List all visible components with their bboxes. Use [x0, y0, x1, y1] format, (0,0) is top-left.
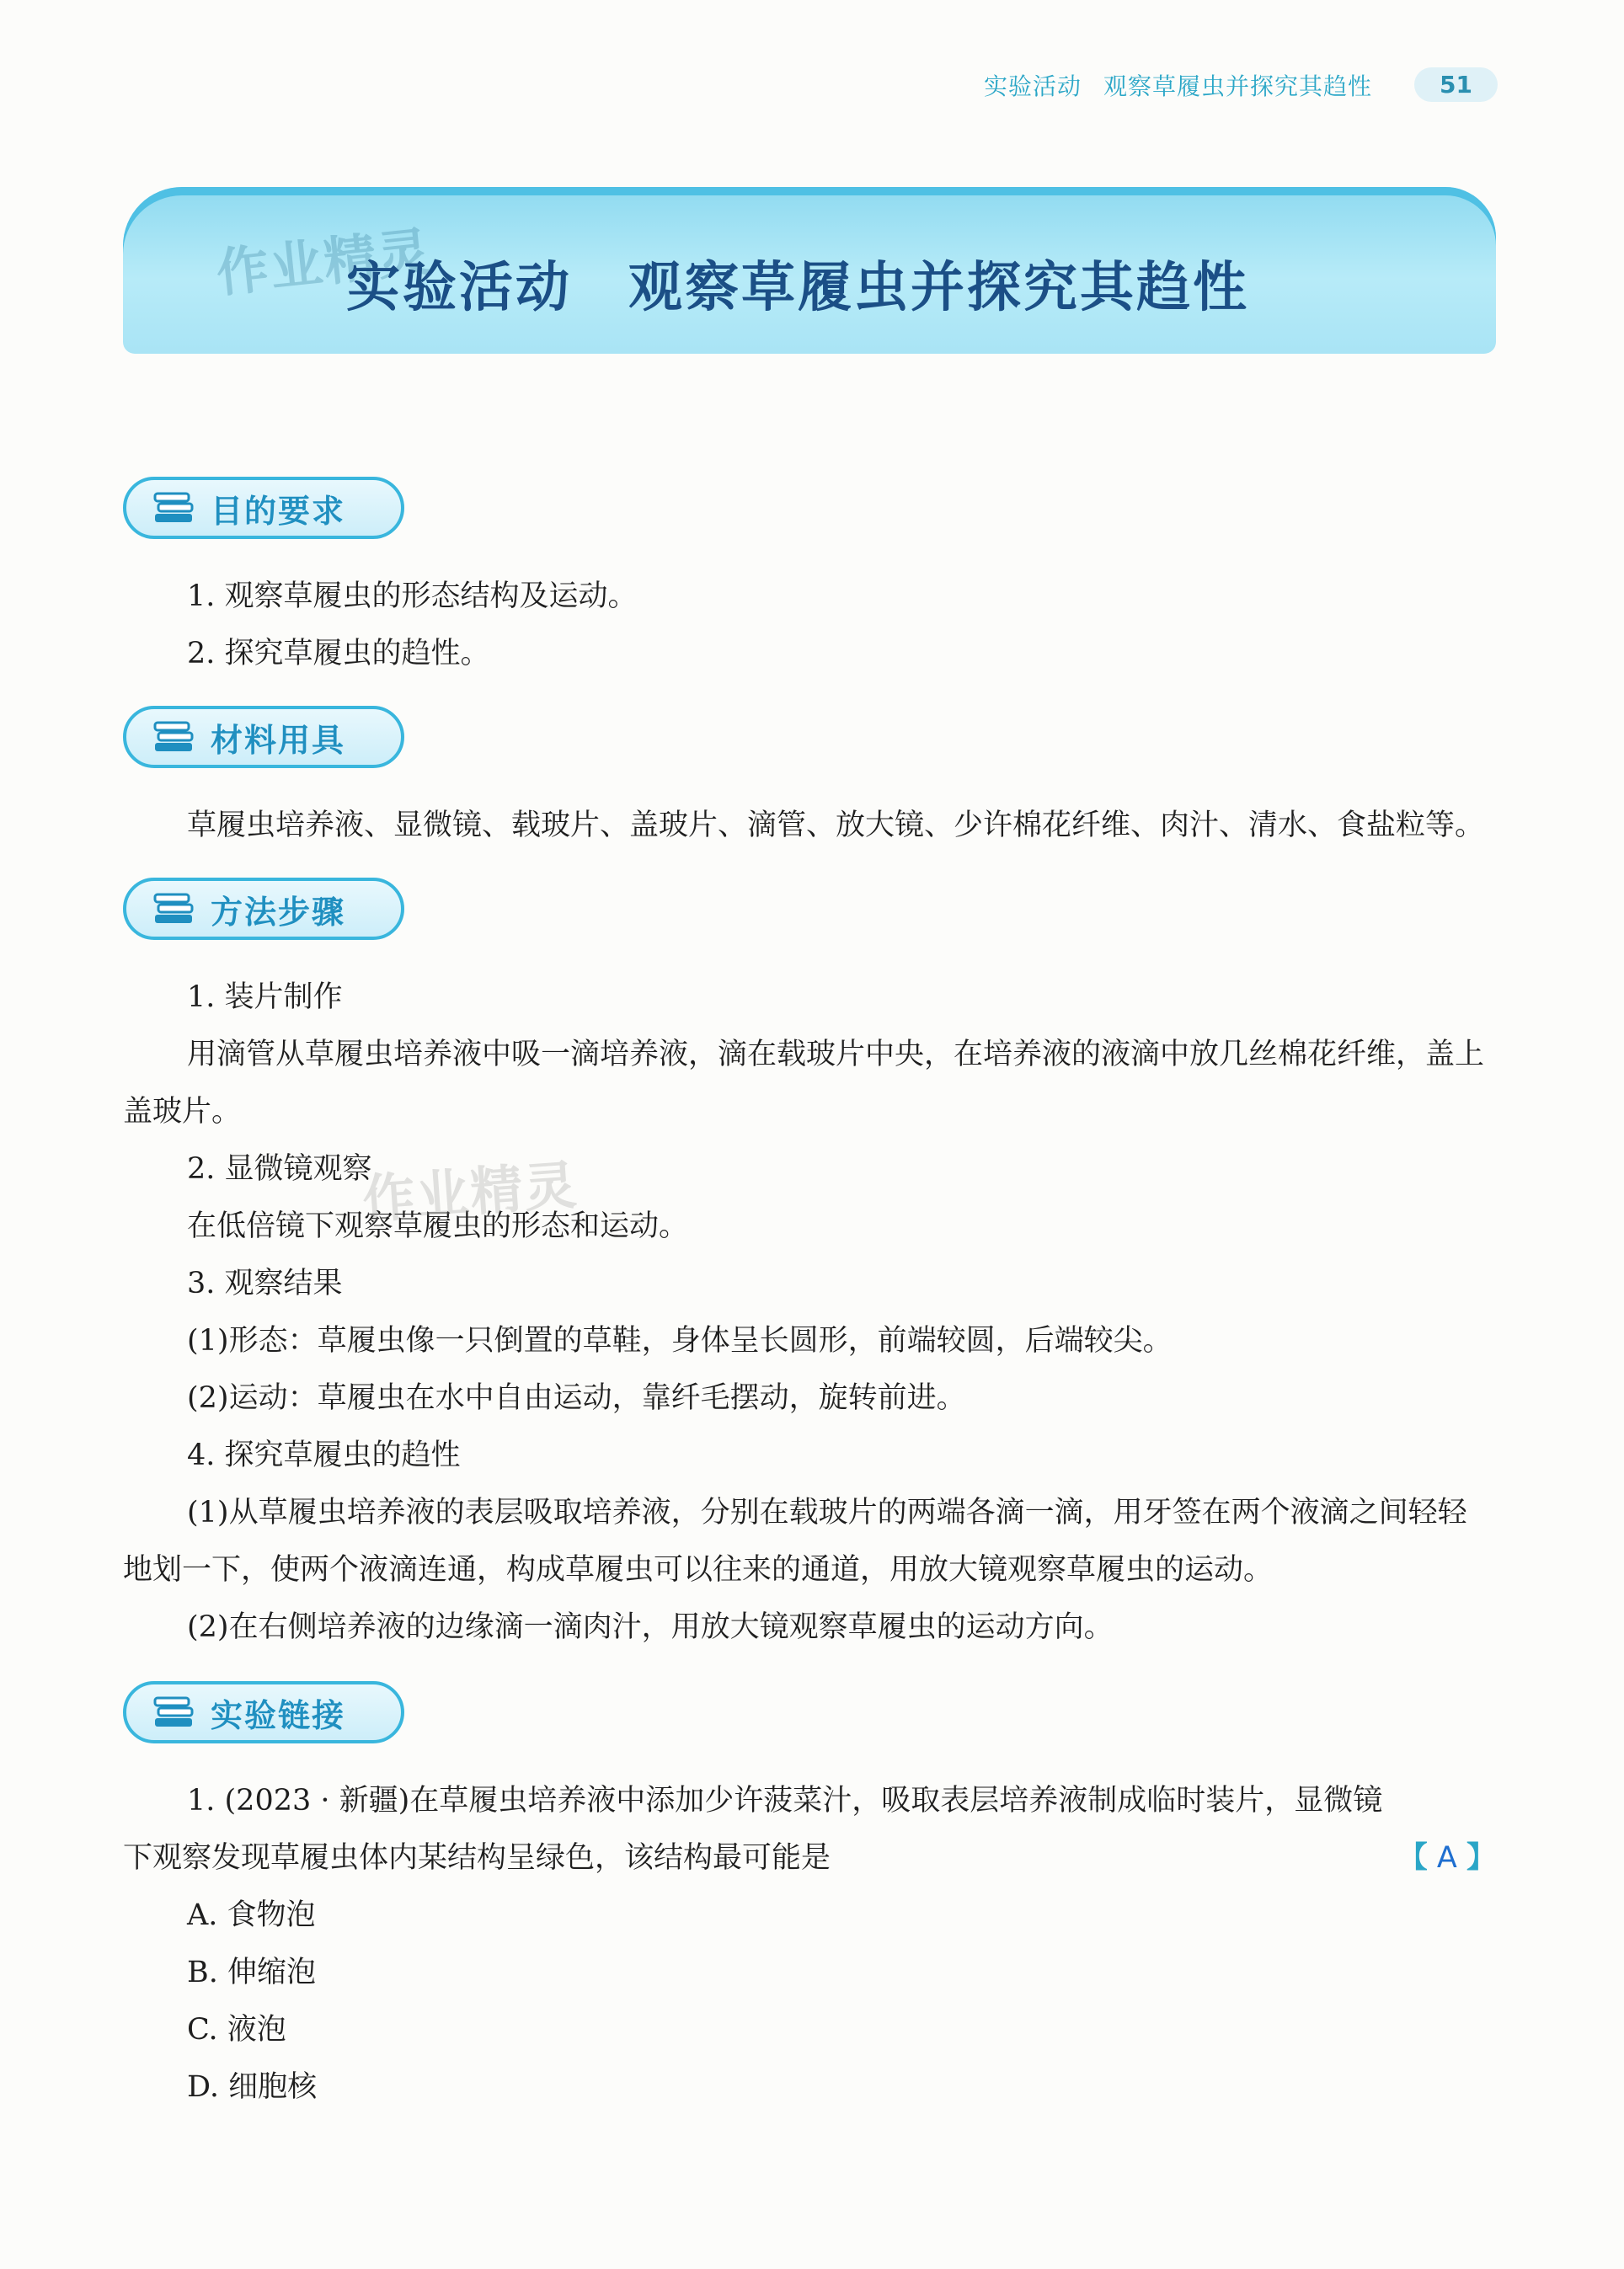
question-1 [123, 1772, 1496, 1887]
section-tag-steps [123, 878, 404, 940]
section-tag-goals [123, 477, 404, 539]
book-stack-icon [152, 490, 199, 526]
section-tag-link [123, 1681, 404, 1743]
option-item: B. 伸缩泡 [187, 1956, 316, 1989]
section-label: 实验链接 [211, 1696, 346, 1734]
goal-item: 1. 观察草履虫的形态结构及运动。 [187, 579, 638, 613]
book-stack-icon [152, 719, 199, 755]
step-text: 在低倍镜下观察草履虫的形态和运动。 [187, 1209, 689, 1243]
section-label: 目的要求 [211, 492, 346, 530]
step-title: 1. 装片制作 [187, 980, 343, 1014]
question-text: 1. (2023 · 新疆)在草履虫培养液中添加少许菠菜汁，吸取表层培养液制成临时装片，显微镜下观察发现草履虫体内某结构呈绿色，该结构最可能是 [123, 1784, 1383, 1875]
watermark: 作业精灵 [361, 1154, 580, 1231]
materials-text: 草履虫培养液、显微镜、载玻片、盖玻片、滴管、放大镜、少许棉花纤维、肉汁、清水、食盐粒等。 [187, 809, 1485, 842]
book-stack-icon [152, 1695, 199, 1730]
page-number: 51 [1414, 67, 1498, 102]
step-text: (2)在右侧培养液的边缘滴一滴肉汁，用放大镜观察草履虫的运动方向。 [187, 1610, 1114, 1644]
option-item: A. 食物泡 [187, 1898, 316, 1932]
step-text: (1)形态：草履虫像一只倒置的草鞋，身体呈长圆形，前端较圆，后端较尖。 [187, 1324, 1173, 1358]
title-banner [123, 187, 1496, 354]
step-title: 3. 观察结果 [187, 1267, 343, 1300]
bracket-left-icon: 【 [1397, 1841, 1428, 1875]
section-tag-materials [123, 706, 404, 768]
watermark: 作业精灵 [213, 220, 435, 305]
step-text: (2)运动：草履虫在水中自由运动，靠纤毛摆动，旋转前进。 [187, 1381, 966, 1415]
step-text: (1)从草履虫培养液的表层吸取培养液，分别在载玻片的两端各滴一滴，用牙签在两个液滴之间轻轻地划一下，使两个液滴连通，构成草履虫可以往来的通道，用放大镜观察草履虫的运动。 [123, 1496, 1467, 1587]
running-header-chapter: 实验活动 [984, 72, 1082, 100]
step-title: 2. 显微镜观察 [187, 1152, 372, 1186]
page-title: 实验活动 观察草履虫并探究其趋性 [346, 256, 1249, 319]
step-title: 4. 探究草履虫的趋性 [187, 1439, 461, 1472]
section-label: 材料用具 [211, 721, 346, 759]
answer-bracket [1398, 1829, 1496, 1887]
goal-item: 2. 探究草履虫的趋性。 [187, 637, 490, 670]
book-stack-icon [152, 891, 199, 926]
step-text: 用滴管从草履虫培养液中吸一滴培养液，滴在载玻片中央，在培养液的液滴中放几丝棉花纤维，盖上盖玻片。 [123, 1038, 1485, 1129]
answer-value: A [1436, 1841, 1457, 1875]
bracket-right-icon: 】 [1466, 1841, 1496, 1875]
section-label: 方法步骤 [211, 893, 346, 931]
option-item: C. 液泡 [187, 2013, 286, 2047]
running-header [984, 67, 1498, 102]
running-header-title: 观察草履虫并探究其趋性 [1103, 72, 1373, 100]
option-item: D. 细胞核 [187, 2070, 318, 2104]
